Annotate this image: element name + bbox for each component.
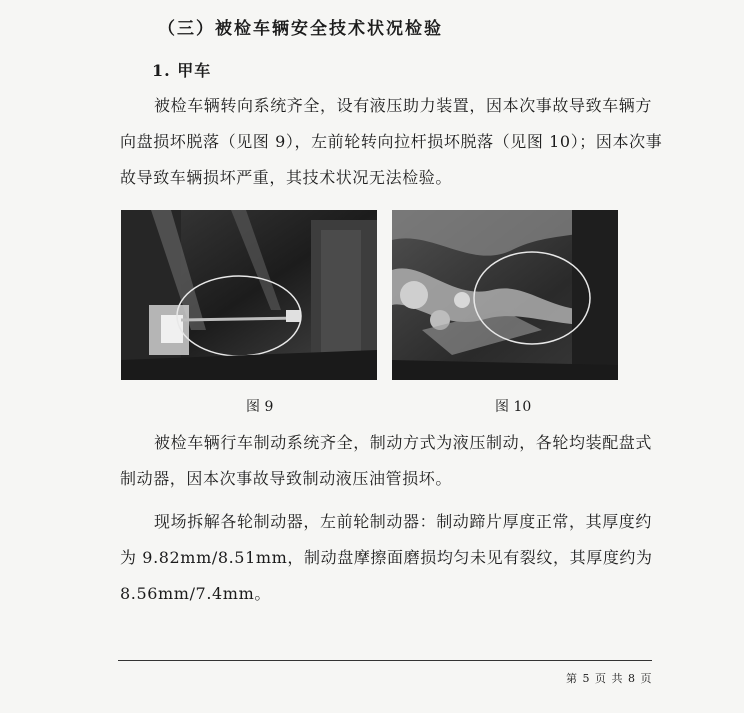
section-heading: （三）被检车辆安全技术状况检验 — [158, 19, 443, 39]
page-number: 第 5 页 共 8 页 — [566, 672, 653, 685]
footer-divider — [118, 660, 652, 661]
figure-9-caption: 图 9 — [246, 399, 274, 415]
tie-rod-photo — [392, 210, 618, 380]
figure-10-photo — [392, 210, 618, 380]
figure-9-photo — [121, 210, 377, 380]
paragraph-steering: 被检车辆转向系统齐全，设有液压助力装置，因本次事故导致车辆方向盘损坏脱落（见图 9），左前轮转向拉杆损坏脱落（见图 10）；因本次事故导致车辆损坏严重，其技术状况无法检验。 — [120, 96, 663, 187]
steering-wheel-photo — [121, 210, 377, 380]
paragraph-brake-system: 被检车辆行车制动系统齐全，制动方式为液压制动，各轮均装配盘式制动器，因本次事故导致制动液压油管损坏。 — [120, 433, 653, 488]
figure-10-caption: 图 10 — [495, 399, 532, 415]
subsection-heading: 1. 甲车 — [152, 61, 212, 80]
paragraph-brake-inspection: 现场拆解各轮制动器，左前轮制动器：制动蹄片厚度正常，其厚度约为 9.82mm/8.51mm，制动盘摩擦面磨损均匀未见有裂纹，其厚度约为 8.56mm/7.4mm。 — [120, 512, 653, 603]
